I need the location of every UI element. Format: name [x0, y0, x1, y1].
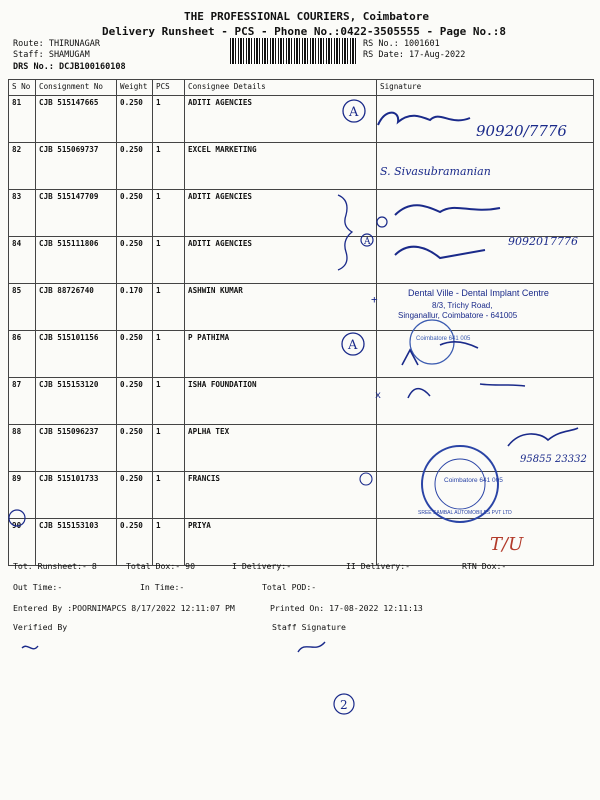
signature-scribble: [508, 428, 578, 446]
cell-consignee: ADITI AGENCIES: [185, 237, 377, 284]
col-header-signature: Signature: [377, 80, 594, 96]
circle-mark: [360, 473, 372, 485]
stamp-text: 8/3, Trichy Road,: [432, 301, 493, 310]
cell-weight: 0.250: [117, 331, 153, 378]
cell-consignment: CJB 515147665: [36, 96, 117, 143]
cell-consignment: CJB 515096237: [36, 425, 117, 472]
circled-a-mark: [342, 333, 364, 355]
cell-consignee: EXCEL MARKETING: [185, 143, 377, 190]
svg-text:SREE SAMBAL AUTOMOBILES PVT LT: SREE SAMBAL AUTOMOBILES PVT LTD: [418, 510, 512, 516]
cell-sno: 87: [9, 378, 36, 425]
cross-mark: +: [371, 293, 378, 306]
cell-weight: 0.250: [117, 96, 153, 143]
col-header-consignment: Consignment No: [36, 80, 117, 96]
entered-by: Entered By :POORNIMAPCS 8/17/2022 12:11:07 PM: [13, 603, 235, 613]
circle-mark: [9, 510, 25, 526]
cell-consignee: ISHA FOUNDATION: [185, 378, 377, 425]
stamp-text: Dental Ville - Dental Implant Centre: [408, 288, 549, 298]
cell-weight: 0.250: [117, 519, 153, 566]
out-time: Out Time:-: [13, 582, 63, 592]
col-header-sno: S No: [9, 80, 36, 96]
cell-pcs: 1: [153, 143, 185, 190]
svg-text:2: 2: [340, 698, 348, 712]
cell-consignment: CJB 515147709: [36, 190, 117, 237]
cell-pcs: 1: [153, 96, 185, 143]
svg-text:A: A: [348, 338, 358, 353]
handwritten-phone: 95855 23332: [520, 454, 587, 465]
cell-consignee: ASHWIN KUMAR: [185, 284, 377, 331]
rs-number: RS No.: 1001601: [363, 39, 440, 49]
signature-scribble: [395, 247, 485, 258]
stamp-text: Singanallur, Coimbatore - 641005: [398, 311, 518, 320]
cell-consignee: P PATHIMA: [185, 331, 377, 378]
cell-pcs: 1: [153, 190, 185, 237]
drs-number: DRS No.: DCJB100160108: [13, 62, 126, 72]
cell-sno: 90: [9, 519, 36, 566]
cell-consignee: APLHA TEX: [185, 425, 377, 472]
svg-text:Coimbatore 641 005: Coimbatore 641 005: [444, 477, 503, 484]
in-time: In Time:-: [140, 582, 185, 592]
cell-sno: 81: [9, 96, 36, 143]
cell-weight: 0.250: [117, 143, 153, 190]
verified-by: Verified By: [13, 622, 68, 632]
cell-weight: 0.250: [117, 237, 153, 284]
staff-signature-scribble: [298, 642, 325, 652]
cell-consignment: CJB 515101156: [36, 331, 117, 378]
cell-consignment: CJB 515069737: [36, 143, 117, 190]
cell-weight: 0.250: [117, 190, 153, 237]
cell-weight: 0.250: [117, 378, 153, 425]
cell-weight: 0.250: [117, 472, 153, 519]
circled-number-mark: [334, 694, 354, 714]
cell-consignment: CJB 515111806: [36, 237, 117, 284]
handwritten-tu-mark: T/U: [490, 534, 524, 555]
cell-consignment: CJB 88726740: [36, 284, 117, 331]
handwritten-phone: 90920/7776: [476, 122, 567, 140]
rs-date: RS Date: 17-Aug-2022: [363, 50, 466, 60]
route-label: Route: THIRUNAGAR: [13, 39, 100, 49]
cell-consignment: CJB 515153120: [36, 378, 117, 425]
verifier-scribble: [22, 646, 38, 649]
staff-signature-label: Staff Signature: [272, 622, 346, 632]
cell-consignee: FRANCIS: [185, 472, 377, 519]
cell-pcs: 1: [153, 237, 185, 284]
handwritten-phone: 9092017776: [508, 235, 578, 248]
cell-sno: 85: [9, 284, 36, 331]
seal-text: Coimbatore 641 005: [416, 336, 471, 342]
svg-text:A: A: [364, 237, 371, 247]
cell-pcs: 1: [153, 425, 185, 472]
document-subtitle: Delivery Runsheet - PCS - Phone No.:0422-3505555 - Page No.:8: [102, 25, 506, 38]
total-dox: Total Dox:- 90: [126, 561, 196, 571]
circle-mark: [377, 217, 387, 227]
cell-pcs: 1: [153, 378, 185, 425]
handwritten-name: S. Sivasubramanian: [380, 165, 491, 178]
signature-scribble: [395, 205, 500, 215]
total-pod: Total POD:-: [262, 582, 317, 592]
rtn-dox: RTN Dox:-: [462, 561, 507, 571]
col-header-weight: Weight: [117, 80, 153, 96]
col-header-consignee: Consignee Details: [185, 80, 377, 96]
printed-on: Printed On: 17-08-2022 12:11:13: [270, 603, 423, 613]
cell-sno: 82: [9, 143, 36, 190]
cross-mark: x: [375, 390, 382, 401]
cell-sno: 89: [9, 472, 36, 519]
circled-a-mark: [361, 234, 373, 247]
company-seal: [418, 446, 512, 522]
cell-sno: 86: [9, 331, 36, 378]
cell-sno: 84: [9, 237, 36, 284]
brace-mark: [338, 195, 352, 270]
cell-pcs: 1: [153, 519, 185, 566]
cell-consignee: PRIYA: [185, 519, 377, 566]
cell-sno: 88: [9, 425, 36, 472]
cell-consignment: CJB 515153103: [36, 519, 117, 566]
circled-a-mark: [343, 100, 365, 122]
document-title: THE PROFESSIONAL COURIERS, Coimbatore: [184, 10, 430, 23]
cell-pcs: 1: [153, 284, 185, 331]
cell-pcs: 1: [153, 472, 185, 519]
cell-consignee: ADITI AGENCIES: [185, 96, 377, 143]
staff-label: Staff: SHAMUGAM: [13, 50, 90, 60]
i-delivery: I Delivery:-: [232, 561, 292, 571]
cell-sno: 83: [9, 190, 36, 237]
cell-pcs: 1: [153, 331, 185, 378]
total-runsheet: Tot. Runsheet:- 8: [13, 561, 97, 571]
cell-consignment: CJB 515101733: [36, 472, 117, 519]
cell-consignee: ADITI AGENCIES: [185, 190, 377, 237]
signature-scribble: [408, 384, 525, 398]
cell-weight: 0.250: [117, 425, 153, 472]
signature-scribble: [378, 113, 470, 125]
svg-text:A: A: [349, 105, 359, 120]
col-header-pcs: PCS: [153, 80, 185, 96]
cell-weight: 0.170: [117, 284, 153, 331]
ii-delivery: II Delivery:-: [346, 561, 411, 571]
